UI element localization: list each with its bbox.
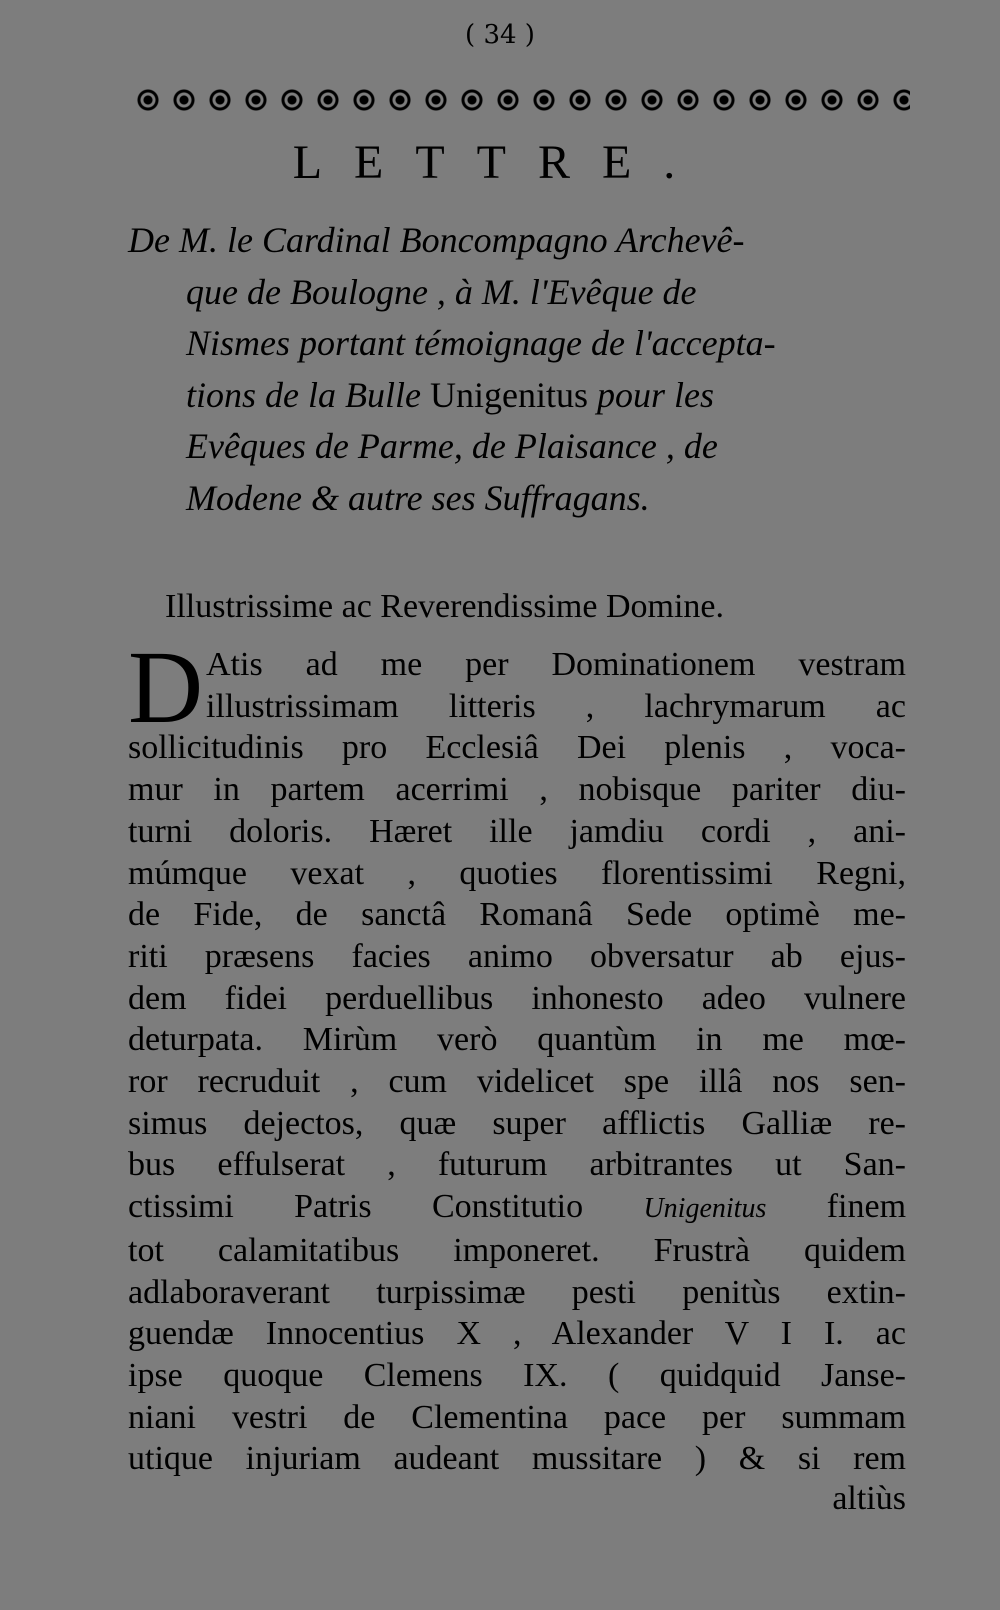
body-text: finem xyxy=(826,1188,907,1226)
body-line: tot calamitatibus imponeret. Frustrà quidem xyxy=(128,1231,906,1269)
body-line: sollicitudinis pro Ecclesiâ Dei plenis , voca- xyxy=(128,729,906,767)
body-line: niani vestri de Clementina pace per summam xyxy=(128,1398,906,1436)
subtitle-text: tions de la Bulle xyxy=(186,374,421,415)
letter-subtitle xyxy=(128,215,908,524)
ornamental-border xyxy=(130,82,910,118)
body-line: ipse quoque Clemens IX. ( quidquid Janse- xyxy=(128,1356,906,1394)
body-line xyxy=(128,1186,906,1230)
body-line: turni doloris. Hæret ille jamdiu cordi , ani- xyxy=(128,812,906,850)
subtitle-line: Evêques de Parme, de Plaisance , de xyxy=(186,426,718,466)
catchword: altiùs xyxy=(832,1480,906,1517)
body-line: ror recruduit , cum videlicet spe illâ nos sen- xyxy=(128,1063,906,1101)
body-text: ctissimi Patris Constitutio xyxy=(128,1188,584,1226)
body-line: bus effulserat , futurum arbitrantes ut San- xyxy=(128,1146,906,1184)
salutation: Illustrissime ac Reverendissime Domine. xyxy=(165,588,724,625)
body-line: Atis ad me per Dominationem vestram xyxy=(206,646,906,683)
body-line: de Fide, de sanctâ Romanâ Sede optimè me- xyxy=(128,896,906,934)
body-line: guendæ Innocentius X , Alexander V I I. ac xyxy=(128,1315,906,1353)
drop-cap: D xyxy=(128,630,204,745)
body-line: utique injuriam audeant mussitare ) & si rem xyxy=(128,1440,906,1478)
body-line: illustrissimam litteris , lachrymarum ac xyxy=(206,687,906,725)
subtitle-line xyxy=(128,370,908,422)
subtitle-line: Modene & autre ses Suffragans. xyxy=(186,477,650,518)
subtitle-text: pour les xyxy=(596,374,714,415)
page-number: ( 34 ) xyxy=(465,20,535,50)
subtitle-line: Nismes portant témoignage de l'accepta- xyxy=(186,323,776,363)
letter-body xyxy=(128,644,906,1480)
subtitle-line: que de Boulogne , à M. l'Evêque de xyxy=(186,271,697,312)
letter-title: LETTRE. xyxy=(292,136,708,189)
body-line: adlaboraverant turpissimæ pesti penitùs extin- xyxy=(128,1273,906,1311)
body-line: mur in partem acerrimi , nobisque pariter diu- xyxy=(128,771,906,809)
body-line: riti præsens facies animo obversatur ab ejus- xyxy=(128,937,906,975)
bull-name: Unigenitus xyxy=(429,374,588,415)
body-line: dem fidei perduellibus inhonesto adeo vulnere xyxy=(128,979,906,1017)
subtitle-line: De M. le Cardinal Boncompagno Archevê- xyxy=(128,220,745,260)
bull-name-italic: Unigenitus xyxy=(643,1193,767,1225)
body-line: múmque vexat , quoties florentissimi Regni, xyxy=(128,854,906,892)
body-line: simus dejectos, quæ super afflictis Galliæ re- xyxy=(128,1104,906,1142)
body-line: deturpata. Mirùm verò quantùm in me mœ- xyxy=(128,1021,906,1059)
